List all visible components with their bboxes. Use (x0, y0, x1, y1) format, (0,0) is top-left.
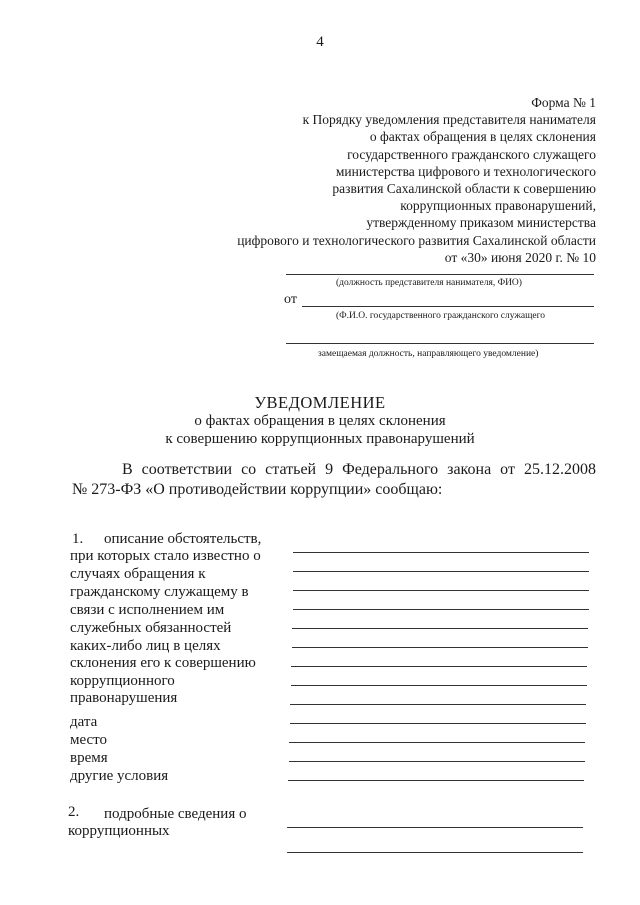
answer-line[interactable] (290, 723, 586, 724)
answer-line[interactable] (287, 852, 583, 853)
answer-line[interactable] (289, 742, 585, 743)
page-number: 4 (316, 34, 324, 50)
addressee-caption: (должность представителя нанимателя, ФИО) (336, 278, 522, 288)
item-1-text: каких-либо лиц в целях (70, 638, 221, 654)
item-1-number: 1. (72, 531, 84, 547)
document-title: УВЕДОМЛЕНИЕ (254, 393, 386, 412)
answer-line[interactable] (293, 609, 589, 610)
answer-line[interactable] (289, 761, 585, 762)
item-1-text: гражданскому служащему в (70, 584, 249, 600)
document-subtitle-1: о фактах обращения в целях склонения (194, 413, 446, 429)
answer-line[interactable] (288, 780, 584, 781)
header-line: министерства цифрового и технологического (335, 163, 596, 179)
header-line: к Порядку уведомления представителя нанимателя (302, 112, 596, 128)
header-line: от «30» июня 2020 г. № 10 (444, 249, 596, 265)
sender-position-line[interactable] (286, 343, 594, 344)
from-label: от (284, 292, 297, 307)
detail-other-label: другие условия (70, 768, 169, 784)
header-line: Форма № 1 (531, 95, 596, 110)
sender-caption: (Ф.И.О. государственного гражданского служащего (336, 311, 546, 321)
addressee-line[interactable] (286, 274, 594, 275)
answer-line[interactable] (291, 685, 587, 686)
answer-line[interactable] (293, 571, 589, 572)
item-2-number: 2. (68, 804, 80, 820)
item-2-text: коррупционных (68, 823, 170, 839)
answer-line[interactable] (290, 704, 586, 705)
sender-position-caption: замещаемая должность, направляющего уведомление) (318, 349, 539, 359)
intro-line-1: В соответствии со статьей 9 Федерального закона от 25.12.2008 (122, 461, 596, 478)
header-line: утвержденному приказом министерства (366, 215, 596, 231)
intro-line-2: № 273-ФЗ «О противодействии коррупции» сообщаю: (72, 481, 443, 498)
item-1-text: правонарушения (70, 690, 178, 706)
answer-line[interactable] (291, 666, 587, 667)
item-1-text: связи с исполнением им (70, 602, 225, 618)
item-1-text: коррупционного (70, 673, 175, 689)
answer-line[interactable] (293, 590, 589, 591)
item-1-text: служебных обязанностей (70, 620, 232, 636)
header-line: цифрового и технологического развития Сахалинской области (237, 232, 596, 248)
header-line: коррупционных правонарушений, (400, 198, 596, 214)
item-1-text: описание обстоятельств, (104, 531, 262, 547)
document-subtitle-2: к совершению коррупционных правонарушений (165, 431, 475, 447)
header-line: о фактах обращения в целях склонения (369, 129, 596, 145)
header-line: государственного гражданского служащего (347, 146, 596, 162)
answer-line[interactable] (293, 552, 589, 553)
item-1-text: случаях обращения к (70, 566, 206, 582)
answer-line[interactable] (292, 647, 588, 648)
detail-time-label: время (70, 750, 108, 766)
sender-name-line[interactable] (302, 306, 594, 307)
answer-line[interactable] (287, 827, 583, 828)
form-header (237, 94, 596, 266)
answer-line[interactable] (292, 628, 588, 629)
detail-place-label: место (70, 732, 108, 748)
item-2-text: подробные сведения о (104, 806, 247, 822)
item-1-text: склонения его к совершению (70, 655, 256, 671)
detail-date-label: дата (70, 714, 98, 730)
header-line: развития Сахалинской области к совершению (332, 181, 596, 197)
item-1-text: при которых стало известно о (70, 548, 261, 564)
